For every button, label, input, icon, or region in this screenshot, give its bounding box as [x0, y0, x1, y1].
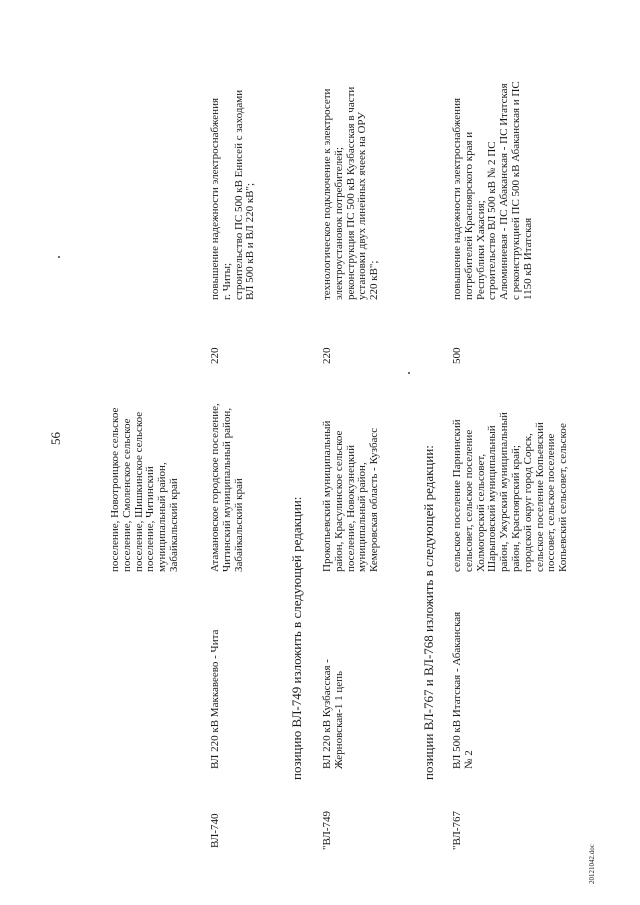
- footer-filename: 20121042.doc: [588, 844, 596, 884]
- location-line: Копьевский сельсовет, сельское: [557, 423, 570, 572]
- purpose-line: потребителей Красноярского края и: [462, 131, 475, 300]
- scan-speck: [58, 257, 60, 259]
- location-line: Читинский муниципальный район,: [220, 407, 233, 572]
- location-line: Кемеровская область - Кузбасс: [368, 427, 381, 572]
- purpose-line: повышение надежности электроснабжения: [451, 97, 463, 300]
- location-line: Шарыповский муниципальный: [486, 425, 499, 572]
- row-vl740-voltage: 220: [209, 347, 221, 364]
- purpose-line: г. Читы;: [220, 262, 233, 300]
- purpose-line: реконструкция ПС 500 кВ Кузбасская в части: [344, 86, 357, 300]
- location-line: Забайкальский край: [167, 478, 180, 572]
- name-line: № 2: [462, 750, 475, 769]
- location-line: район, Ужурский муниципальный: [498, 412, 511, 572]
- location-line: район, Красноярский край;: [509, 445, 522, 572]
- row-vl740-purpose-cell: [210, 90, 257, 300]
- name-line: ВЛ 220 кВ Маккавеево - Чита: [209, 629, 221, 769]
- row-vl740-code: ВЛ-740: [209, 813, 221, 848]
- purpose-line: 1150 кВ Итатская: [521, 217, 534, 300]
- name-line: Жерновская-1 1 цепь: [332, 670, 345, 769]
- purpose-line: ВЛ 500 кВ и ВЛ 220 кВ";: [244, 182, 257, 300]
- row-vl749-name-cell: [322, 659, 346, 769]
- name-line: ВЛ 220 кВ Кузбасская -: [321, 659, 333, 769]
- purpose-line: с реконструкцией ПС 500 кВ Абаканская и ПС: [509, 81, 522, 300]
- instruction-vl767-vl768: позиции ВЛ-767 и ВЛ-768 изложить в следующей редакции:: [421, 445, 436, 780]
- row-vl749-code: "ВЛ-749: [321, 810, 333, 850]
- location-line: поселение, Новотроицкое сельское: [109, 407, 121, 572]
- purpose-line: установки двух линейных ячеек на ОРУ: [356, 111, 369, 300]
- location-line: поссовет, сельское поселение: [545, 433, 558, 572]
- location-line: Прокопьевский муниципальный: [321, 420, 333, 572]
- location-line: район, Красулинское сельское: [332, 430, 345, 572]
- purpose-line: повышение надежности электроснабжения: [209, 97, 221, 300]
- row-vl740-location-cell: [210, 403, 245, 572]
- location-line: сельское поселение Парнинский: [451, 419, 463, 572]
- purpose-line: строительство ПС 500 кВ Енисей с заходами: [232, 89, 245, 300]
- purpose-line: 220 кВ";: [368, 260, 381, 300]
- row-vl767-location-cell: [452, 412, 570, 572]
- row-vl767-name-cell: [452, 612, 476, 769]
- purpose-line: электроустановок потребителей;: [332, 147, 345, 300]
- location-line: Холмогорский сельсовет,: [474, 453, 487, 572]
- purpose-line: Алюминиевая - ПС Абаканская - ПС Итатская: [498, 83, 511, 300]
- location-line: муниципальный район,: [356, 462, 369, 572]
- rotated-document-page: [40, 30, 600, 890]
- row-vl767-code: "ВЛ-767: [451, 810, 463, 850]
- continuation-location-cell: [110, 408, 181, 572]
- scan-speck: [408, 373, 410, 375]
- location-line: Забайкальский край: [232, 478, 245, 572]
- location-line: поселение, Новокузнецкий: [344, 445, 357, 572]
- purpose-line: Республики Хакасия;: [474, 200, 487, 300]
- purpose-line: технологическое подключение к электросети: [321, 88, 333, 300]
- instruction-vl749: позицию ВЛ-749 изложить в следующей редакции:: [289, 496, 304, 780]
- page-number: 56: [48, 432, 63, 445]
- name-line: ВЛ 500 кВ Итатская - Абаканская: [451, 611, 463, 769]
- location-line: поселение, Шишкинское сельское: [132, 411, 145, 572]
- row-vl740-name-cell: [210, 630, 222, 769]
- row-vl749-purpose-cell: [322, 87, 381, 300]
- location-line: поселение, Читинский: [144, 466, 157, 572]
- location-line: муниципальный район,: [156, 462, 169, 572]
- purpose-line: строительство ВЛ 500 кВ № 2 ПС: [486, 141, 499, 300]
- row-vl749-location-cell: [322, 421, 381, 572]
- location-line: Атамановское городское поселение,: [209, 403, 221, 572]
- location-line: сельское поселение Копьевский: [533, 422, 546, 572]
- location-line: городской округ город Сорск,: [521, 433, 534, 572]
- location-line: сельсовет, сельское поселение: [462, 429, 475, 572]
- row-vl749-voltage: 220: [321, 347, 333, 364]
- row-vl767-voltage: 500: [451, 347, 463, 364]
- row-vl767-purpose-cell: [452, 81, 535, 300]
- location-line: поселение, Смоленское сельское: [120, 418, 133, 572]
